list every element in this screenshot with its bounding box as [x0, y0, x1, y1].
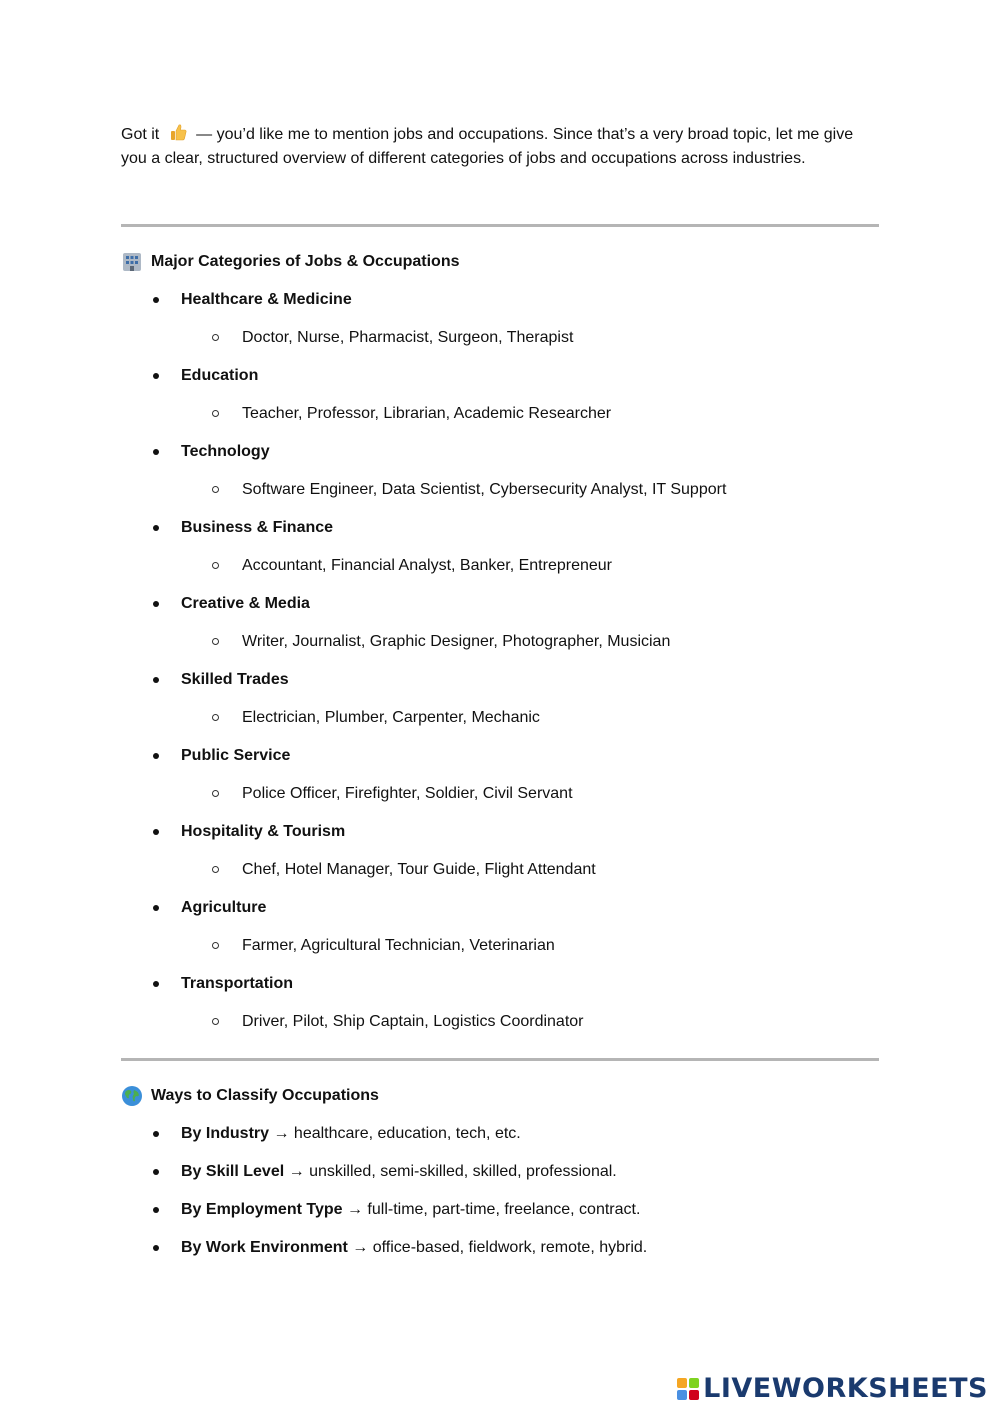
category-name: Technology [181, 443, 270, 460]
divider [121, 224, 879, 227]
sub-bullet-icon [212, 334, 219, 341]
category-examples: Doctor, Nurse, Pharmacist, Surgeon, Therapist [242, 329, 574, 346]
bullet-icon [153, 525, 159, 531]
bullet-icon [153, 601, 159, 607]
bullet-icon [153, 1169, 159, 1175]
bullet-icon [153, 1131, 159, 1137]
sub-bullet-icon [212, 866, 219, 873]
office-building-icon [121, 251, 143, 273]
sub-bullet-icon [212, 790, 219, 797]
category-list [121, 288, 879, 1048]
category-name: Skilled Trades [181, 671, 289, 688]
logo-text: LIVEWORKSHEETS [703, 1373, 988, 1404]
category-name: Education [181, 367, 259, 384]
intro-paragraph [121, 122, 879, 171]
sub-bullet-icon [212, 942, 219, 949]
category-name: Business & Finance [181, 519, 334, 536]
classification-label: By Skill Level [181, 1163, 285, 1180]
sub-bullet-icon [212, 1018, 219, 1025]
classification-desc: → healthcare, education, tech, etc. [273, 1125, 521, 1142]
bullet-icon [153, 981, 159, 987]
list-item [121, 896, 879, 972]
category-examples: Software Engineer, Data Scientist, Cybersecurity Analyst, IT Support [242, 481, 727, 498]
category-name: Agriculture [181, 899, 267, 916]
category-examples: Driver, Pilot, Ship Captain, Logistics Coordinator [242, 1013, 584, 1030]
classification-desc: → unskilled, semi-skilled, skilled, professional. [288, 1163, 617, 1180]
classification-desc: → office-based, fieldwork, remote, hybrid. [352, 1239, 648, 1256]
bullet-icon [153, 905, 159, 911]
classification-label: By Industry [181, 1125, 270, 1142]
bullet-icon [153, 1207, 159, 1213]
intro-text: — you’d like me to mention jobs and occupations. Since that’s a very broad topic, let me give you a clear, structured overview of different categories of jobs and occupations across industries. [121, 126, 854, 167]
liveworksheets-logo[interactable] [677, 1373, 988, 1404]
category-name: Public Service [181, 747, 291, 764]
category-examples: Farmer, Agricultural Technician, Veterinarian [242, 937, 555, 954]
list-item [121, 1198, 879, 1236]
category-name: Healthcare & Medicine [181, 291, 352, 308]
document-page [121, 122, 879, 1256]
category-examples: Teacher, Professor, Librarian, Academic Researcher [242, 405, 612, 422]
list-item [121, 1160, 879, 1198]
category-name: Hospitality & Tourism [181, 823, 346, 840]
bullet-icon [153, 753, 159, 759]
bullet-icon [153, 829, 159, 835]
section-title: Ways to Classify Occupations [151, 1087, 379, 1104]
list-item [121, 592, 879, 668]
category-examples: Police Officer, Firefighter, Soldier, Civil Servant [242, 785, 573, 802]
list-item [121, 744, 879, 820]
section-heading-classify [121, 1084, 379, 1108]
sub-bullet-icon [212, 410, 219, 417]
classification-desc: → full-time, part-time, freelance, contract. [346, 1201, 641, 1218]
thumbs-up-icon [168, 122, 188, 142]
list-item [121, 820, 879, 896]
classification-label: By Employment Type [181, 1201, 343, 1218]
bullet-icon [153, 297, 159, 303]
classification-list [121, 1122, 879, 1274]
category-examples: Chef, Hotel Manager, Tour Guide, Flight Attendant [242, 861, 596, 878]
category-name: Creative & Media [181, 595, 310, 612]
logo-tiles-icon [677, 1378, 699, 1400]
bullet-icon [153, 677, 159, 683]
globe-icon [121, 1085, 143, 1107]
sub-bullet-icon [212, 562, 219, 569]
sub-bullet-icon [212, 638, 219, 645]
category-examples: Electrician, Plumber, Carpenter, Mechanic [242, 709, 540, 726]
category-examples: Accountant, Financial Analyst, Banker, Entrepreneur [242, 557, 612, 574]
category-name: Transportation [181, 975, 294, 992]
category-examples: Writer, Journalist, Graphic Designer, Photographer, Musician [242, 633, 671, 650]
list-item [121, 668, 879, 744]
list-item [121, 1122, 879, 1160]
list-item [121, 440, 879, 516]
list-item [121, 972, 879, 1048]
intro-lead: Got it [121, 126, 160, 143]
sub-bullet-icon [212, 714, 219, 721]
list-item [121, 516, 879, 592]
classification-label: By Work Environment [181, 1239, 348, 1256]
list-item [121, 364, 879, 440]
section-heading-categories [121, 250, 460, 274]
list-item [121, 1236, 879, 1274]
bullet-icon [153, 373, 159, 379]
bullet-icon [153, 449, 159, 455]
section-title: Major Categories of Jobs & Occupations [151, 253, 460, 270]
bullet-icon [153, 1245, 159, 1251]
divider [121, 1058, 879, 1061]
list-item [121, 288, 879, 364]
sub-bullet-icon [212, 486, 219, 493]
